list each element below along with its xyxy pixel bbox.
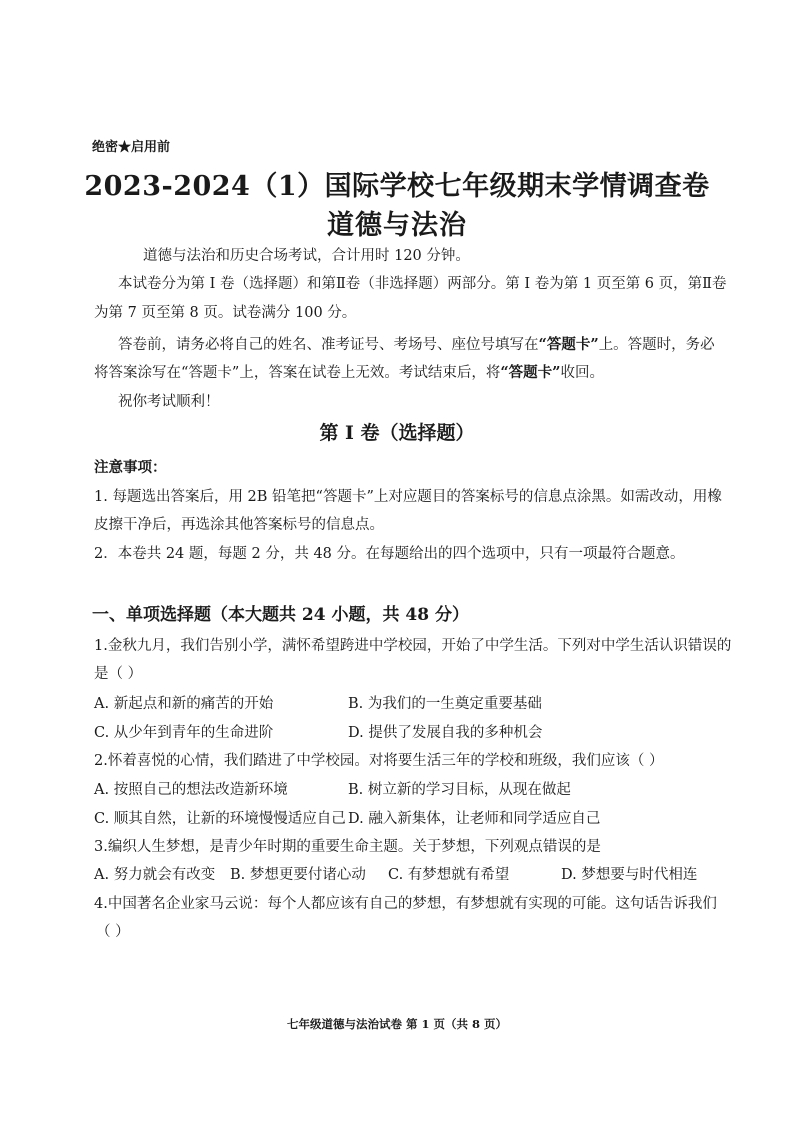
question-2-option-b: B. 树立新的学习目标，从现在做起 (348, 782, 571, 798)
question-3-option-b: B. 梦想更要付诸心动 (230, 867, 366, 883)
question-1-stem: 1.金秋九月，我们告别小学，满怀希望跨进中学校园，开始了中学生活。下列对中学生活认识错误的 (94, 638, 732, 654)
question-4-stem-tail: （ ） (96, 924, 130, 940)
answer-card-term-2: “答题卡” (500, 364, 561, 381)
intro-line-3a (118, 333, 715, 354)
question-3-stem: 3.编织人生梦想，是青少年时期的重要生命主题。关于梦想，下列观点错误的是 (94, 839, 601, 855)
note-1a: 1. 每题选出答案后，用 2B 铅笔把“答题卡”上对应题目的答案标号的信息点涂黑。如需改动，用橡 (94, 489, 722, 505)
confidential-label: 绝密★启用前 (92, 140, 171, 155)
intro-line-3b-text: 将答案涂写在“答题卡”上，答案在试卷上无效。考试结束后，将 (94, 365, 501, 381)
page-footer: 七年级道德与法治试卷 第 1 页（共 8 页） (286, 1017, 508, 1031)
intro-line-3b (94, 361, 604, 382)
subject-title: 道德与法治 (327, 210, 467, 241)
question-1-option-b: B. 为我们的一生奠定重要基础 (348, 696, 542, 712)
question-1-option-d: D. 提供了发展自我的多种机会 (348, 725, 543, 741)
question-1-option-a: A. 新起点和新的痛苦的开始 (94, 696, 274, 712)
question-2-option-a: A. 按照自己的想法改造新环境 (94, 782, 288, 798)
intro-line-2b: 为第 7 页至第 8 页。试卷满分 100 分。 (94, 305, 357, 321)
intro-line-2a: 本试卷分为第 I 卷（选择题）和第Ⅱ卷（非选择题）两部分。第 I 卷为第 1 页至第 6 页，第Ⅱ卷 (118, 276, 727, 292)
intro-line-1: 道德与法治和历史合场考试，合计用时 120 分钟。 (143, 248, 470, 264)
intro-line-3a-text: 答卷前，请务必将自己的姓名、准考证号、考场号、座位号填写在 (118, 337, 539, 353)
notes-title: 注意事项： (94, 459, 167, 476)
question-3-option-d: D. 梦想要与时代相连 (561, 867, 698, 883)
question-3-option-a: A. 努力就会有改变 (94, 867, 216, 883)
question-2-option-d: D. 融入新集体，让老师和同学适应自己 (348, 811, 601, 827)
answer-card-term: “答题卡” (538, 336, 599, 353)
good-luck: 祝你考试顺利！ (118, 394, 220, 410)
exam-title: 2023-2024（1）国际学校七年级期末学情调查卷 (84, 171, 710, 202)
intro-line-3a-tail: 上。答题时，务必 (598, 337, 715, 353)
question-1-stem-tail: 是（ ） (94, 666, 143, 682)
note-2: 2．本卷共 24 题，每题 2 分，共 48 分。在每题给出的四个选项中，只有一项最符合题意。 (94, 546, 685, 562)
intro-line-3b-tail: 收回。 (560, 365, 605, 381)
question-4-stem: 4.中国著名企业家马云说：每个人都应该有自己的梦想，有梦想就有实现的可能。这句话告诉我们 (94, 896, 717, 912)
question-2-option-c: C. 顺其自然，让新的环境慢慢适应自己 (94, 811, 346, 827)
part-title: 一、单项选择题（本大题共 24 小题，共 48 分） (92, 605, 469, 625)
question-2-stem: 2.怀着喜悦的心情，我们踏进了中学校园。对将要生活三年的学校和班级，我们应该（ ） (94, 753, 664, 769)
note-1b: 皮擦干净后，再选涂其他答案标号的信息点。 (94, 517, 384, 533)
question-1-option-c: C. 从少年到青年的生命进阶 (94, 725, 274, 741)
section-title: 第 I 卷（选择题） (319, 422, 475, 444)
question-3-option-c: C. 有梦想就有希望 (388, 867, 510, 883)
